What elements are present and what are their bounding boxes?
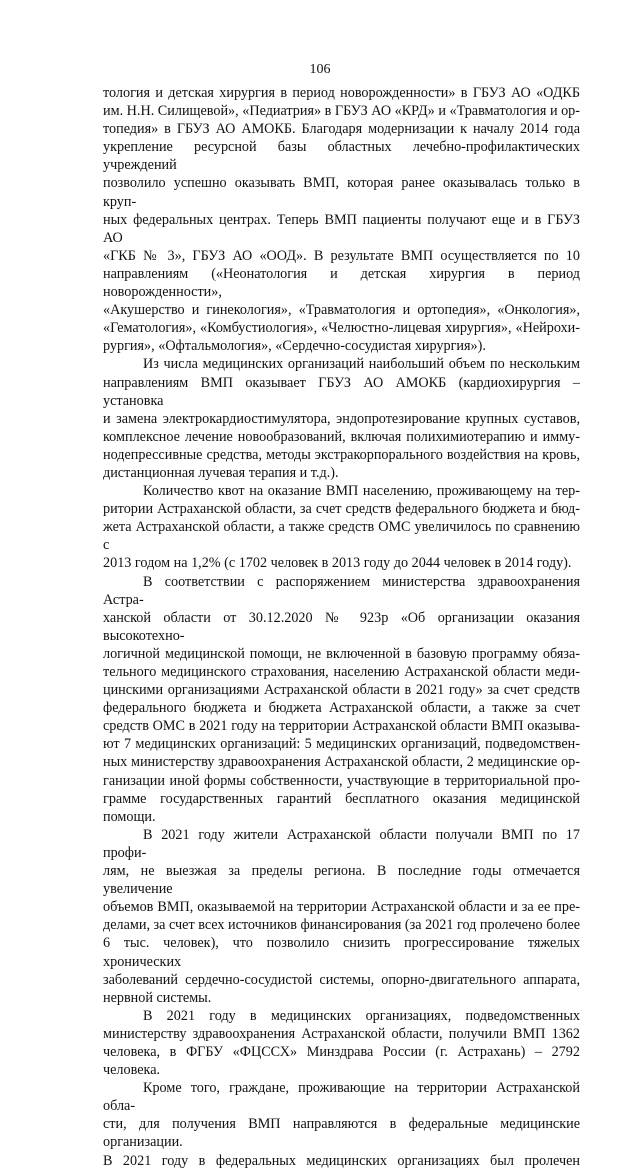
text-line: федерального бюджета и бюджета Астраханской области, а также за счет [103,700,580,717]
text-line: направлениям ВМП оказывает ГБУЗ АО АМОКБ (кардиохирургия – установка [103,374,580,409]
text-line: В 2021 году в федеральных медицинских организациях был пролечен [103,1152,580,1169]
text-line: В 2021 году жители Астраханской области получали ВМП по 17 профи- [103,826,580,861]
page-number: 106 [309,62,331,77]
text-line: топедия» в ГБУЗ АО АМОКБ. Благодаря модернизации к началу 2014 года [103,121,580,138]
text-line: 2013 годом на 1,2% (с 1702 человек в 2013 году до 2044 человек в 2014 году). [103,555,572,572]
text-line: комплексное лечение новообразований, включая полихимиотерапию и имму- [103,428,580,445]
text-line: ных федеральных центрах. Теперь ВМП пациенты получают еще и в ГБУЗ АО [103,211,580,246]
text-line: средств ОМС в 2021 году на территории Астраханской области ВМП оказыва- [103,718,580,735]
text-line: рургия», «Офтальмология», «Сердечно-сосудистая хирургия»). [103,338,486,355]
text-line: тология и детская хирургия в период новорожденности» в ГБУЗ АО «ОДКБ [103,85,580,101]
text-line: заболеваний сердечно-сосудистой системы, опорно-двигательного аппарата, [103,971,580,988]
text-line: 6 тыс. человек), что позволило снизить прогрессирование тяжелых хронических [103,935,580,970]
text-line: ют 7 медицинских организаций: 5 медицинских организаций, подведомствен- [103,736,580,753]
text-line: и замена электрокардиостимулятора, эндопротезирование крупных суставов, [103,410,580,427]
text-line: нодепрессивные средства, методы экстракорпорального воздействия на кровь, [103,446,580,463]
paragraph-federal-referrals [103,1079,580,1169]
paragraph-ministry-order [103,573,580,826]
text-line: лям, не выезжая за пределы региона. В последние годы отмечается увеличение [103,863,580,898]
text-line: Кроме того, граждане, проживающие на территории Астраханской обла- [103,1080,580,1115]
text-line: В 2021 году в медицинских организациях, подведомственных [143,1007,580,1024]
text-line: грамме государственных гарантий бесплатного оказания медицинской помощи. [103,790,580,825]
text-line: ных министерству здравоохранения Астраханской области, 2 медицинские ор- [103,754,580,771]
text-line: Из числа медицинских организаций наибольший объем по нескольким [143,356,580,373]
paragraph-2021-profiles [103,826,580,1007]
text-line: ганизации иной формы собственности, участвующие в территориальной про- [103,772,580,789]
text-line: направлениям («Неонатология и детская хирургия в период новорожденности», [103,265,580,301]
text-line: цинскими организациями Астраханской области в 2021 году» за счет средств [103,682,580,699]
text-line: ритории Астраханской области, за счет средств федерального бюджета и бюд- [103,501,580,518]
paragraph-2021-patients [103,1007,580,1079]
text-line: В соответствии с распоряжением министерства здравоохранения Астра- [103,573,580,608]
text-line: «Гематология», «Комбустиология», «Челюстно-лицевая хирургия», «Нейрохи- [103,320,580,337]
text-line: министерству здравоохранения Астраханской области, получили ВМП 1362 [103,1025,580,1042]
text-line: «ГКБ № 3», ГБУЗ АО «ООД». В результате ВМП осуществляется по 10 [103,247,580,264]
text-line: позволило успешно оказывать ВМП, которая ранее оказывалась только в круп- [103,175,580,210]
text-line: человека, в ФГБУ «ФЦССХ» Минздрава России (г. Астрахань) – 2792 человека. [103,1043,580,1079]
paragraph-amokb-directions [103,355,580,482]
text-line: объемов ВМП, оказываемой на территории Астраханской области и за ее пре- [103,899,580,916]
text-line: «Акушерство и гинекология», «Травматология и ортопедия», «Онкология», [103,302,580,319]
text-line: логичной медицинской помощи, не включенной в базовую программу обяза- [103,645,580,662]
text-line: тельного медицинского страхования, населению Астраханской области меди- [103,664,580,680]
text-line: сти, для получения ВМП направляются в федеральные медицинские организации. [103,1116,580,1151]
text-line: нервной системы. [103,989,212,1006]
paragraph-quota-count [103,482,580,572]
text-line: им. Н.Н. Силищевой», «Педиатрия» в ГБУЗ АО «КРД» и «Травматология и ор- [103,103,580,120]
text-line: укрепление ресурсной базы областных лечебно-профилактических учреждений [103,139,580,174]
text-line: делами, за счет всех источников финансирования (за 2021 год пролечено более [103,917,580,934]
paragraph-intro-continuation [103,84,580,355]
text-line: жета Астраханской области, а также средств ОМС увеличилось по сравнению с [103,519,580,554]
text-line: дистанционная лучевая терапия и т.д.). [103,464,339,481]
text-line: ханской области от 30.12.2020 № 923р «Об организации оказания высокотехно- [103,609,580,644]
text-line: Количество квот на оказание ВМП населению, проживающему на тер- [143,483,580,500]
document-body [103,84,580,1170]
